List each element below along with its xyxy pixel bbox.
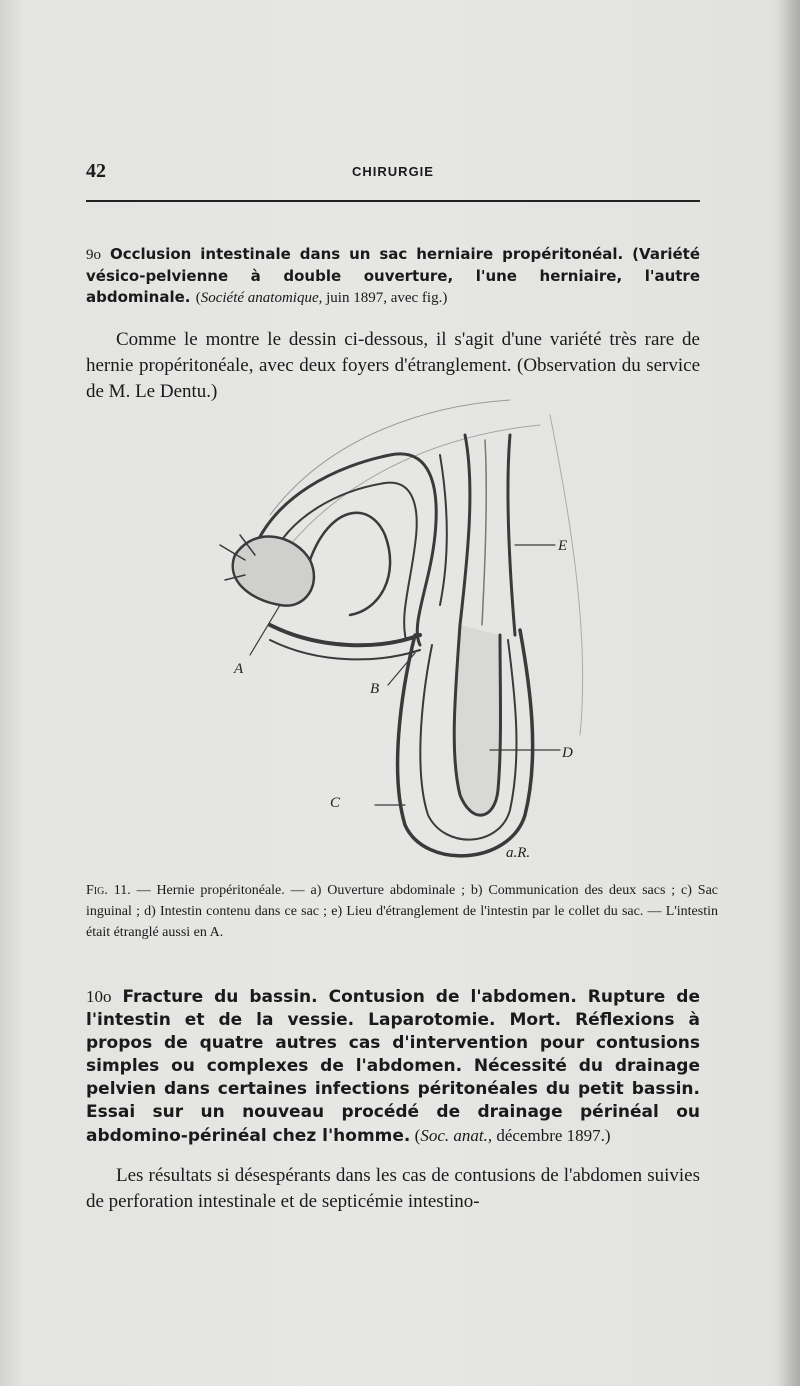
entry-10-number: 10o <box>86 987 112 1006</box>
intestine-tube-shade <box>482 440 486 625</box>
entry-9-number: 9o <box>86 247 101 263</box>
entry-9-ref-rest: juin 1897, avec fig.) <box>322 290 448 306</box>
leader-B <box>388 653 415 685</box>
caption-figure-number: Fig. 11. <box>86 883 131 898</box>
background-outline <box>270 400 510 515</box>
page-header <box>86 160 700 186</box>
entry-10-title: Fracture du bassin. Contusion de l'abdomen. Rupture de l'intestin et de la vessie. Laparotomie. Mort. Réflexions à propos de quatre autres cas d'intervention pour contusions simples ou complexes de l'abdomen. Nécessité du drainage pelvien dans certaines infections péritonéales du petit bassin. Essai sur un nouveau procédé de drainage périnéal ou abdomino-périnéal chez l'homme. <box>86 987 700 1146</box>
entry-10-reference <box>410 1126 610 1145</box>
inner-loop <box>310 513 390 615</box>
paragraph-1: Comme le montre le dessin ci-dessous, il s'agit d'une variété très rare de hernie propéritonéale, avec deux foyers d'étranglement. (Observation du service de M. Le Dentu.) <box>86 329 700 402</box>
label-B: B <box>370 681 380 697</box>
running-head: CHIRURGIE <box>352 164 434 179</box>
figure-caption <box>86 880 718 943</box>
entry-9-heading <box>86 244 700 309</box>
caption-text: — Hernie propéritonéale. — a) Ouverture abdominale ; b) Communication des deux sacs ; c) Sac inguinal ; d) Intestin contenu dans ce sac ; e) Lieu d'étranglement de l'intestin par le collet du sac. — L'intestin était étranglé aussi en A. <box>86 883 718 940</box>
hernia-drawing <box>210 395 610 875</box>
entry-10-heading <box>86 985 700 1148</box>
hernia-figure <box>210 395 610 875</box>
label-C: C <box>330 795 341 811</box>
strangulated-loop <box>233 536 314 605</box>
label-D: D <box>562 745 573 761</box>
paragraph-2: Les résultats si désespérants dans les cas de contusions de l'abdomen suivies de perforation intestinale et de septicémie intestino- <box>86 1165 700 1212</box>
intestine-tube-left <box>460 435 470 625</box>
entry-9-ref-open: ( <box>195 290 201 306</box>
label-E: E <box>558 538 568 554</box>
label-A: A <box>234 661 244 677</box>
entry-10-ref-open: ( <box>410 1126 421 1145</box>
entry-10-ref-journal: Soc. anat., <box>420 1126 493 1145</box>
header-rule <box>86 200 700 202</box>
communication-channel <box>270 625 420 645</box>
contained-intestine <box>454 625 500 815</box>
entry-9-ref-journal: Société anatomique, <box>200 290 323 306</box>
entry-9-title: Occlusion intestinale dans un sac herniaire propéritonéal. (Variété vésico-pelvienne à double ouverture, l'une herniaire, l'autre abdominale. <box>86 245 701 306</box>
leader-A <box>250 605 280 655</box>
background-outline <box>550 415 583 735</box>
intestine-tube-right <box>508 435 515 635</box>
page-edge-shadow <box>778 0 800 1386</box>
entry-10-ref-rest: décembre 1897.) <box>492 1126 611 1145</box>
artist-signature: a.R. <box>506 845 531 861</box>
page-number: 42 <box>86 160 106 182</box>
entry-9-reference <box>196 290 448 306</box>
spermatic-cord <box>440 455 447 605</box>
